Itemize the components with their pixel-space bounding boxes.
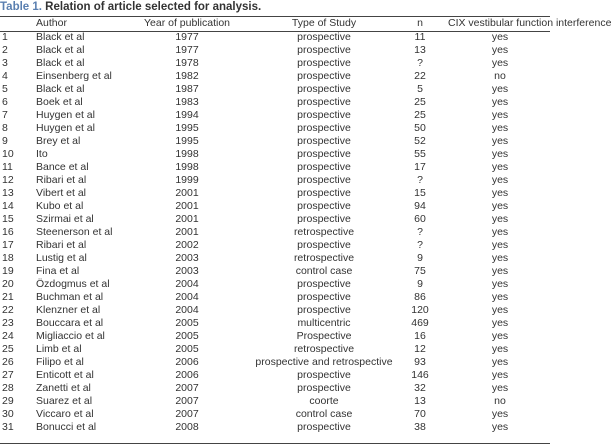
cell-year: 1998	[175, 161, 199, 173]
cell-author: Kubo et al	[36, 200, 84, 212]
cell-author: Black et al	[36, 44, 85, 56]
cell-year: 2002	[175, 239, 199, 251]
table-row	[0, 187, 558, 200]
table-row	[0, 57, 558, 70]
table-number: Table 1.	[0, 1, 42, 13]
cell-index: 11	[2, 161, 13, 173]
cell-study-type: prospective	[297, 83, 351, 95]
table-header	[0, 16, 611, 31]
cell-index: 14	[2, 200, 14, 212]
cell-author: Steenerson et al	[36, 226, 113, 238]
table-row	[0, 252, 558, 265]
cell-n: 60	[414, 213, 426, 225]
cell-year: 1995	[175, 122, 199, 134]
cell-author: Enticott et al	[36, 369, 94, 381]
table-row	[0, 226, 558, 239]
header-author: Author	[36, 17, 67, 29]
cell-study-type: prospective	[297, 382, 351, 394]
cell-author: Bance et al	[36, 161, 89, 173]
cell-cix-interference: yes	[491, 304, 509, 316]
cell-year: 2005	[175, 343, 199, 355]
cell-year: 2005	[175, 317, 199, 329]
cell-n: 12	[414, 343, 426, 355]
cell-study-type: prospective	[297, 96, 351, 108]
cell-cix-interference: yes	[491, 57, 509, 69]
cell-n: 94	[414, 200, 426, 212]
cell-n: 32	[414, 382, 426, 394]
cell-author: Migliaccio et al	[36, 330, 105, 342]
table-row	[0, 382, 558, 395]
cell-study-type: control case	[295, 265, 353, 277]
cell-year: 2004	[175, 291, 199, 303]
cell-study-type: prospective	[297, 109, 351, 121]
cell-year: 1999	[175, 174, 199, 186]
cell-index: 10	[2, 148, 14, 160]
cell-year: 1978	[175, 57, 199, 69]
cell-cix-interference: yes	[491, 408, 509, 420]
cell-author: Bonucci et al	[36, 421, 97, 433]
cell-cix-interference: yes	[491, 31, 509, 43]
cell-author: Viccaro et al	[36, 408, 94, 420]
cell-index: 18	[2, 252, 14, 264]
cell-study-type: prospective	[297, 57, 351, 69]
cell-n: 13	[414, 44, 426, 56]
cell-study-type: Prospective	[296, 330, 352, 342]
table-body	[0, 31, 558, 434]
cell-n: 9	[417, 252, 423, 264]
cell-author: Szirmai et al	[36, 213, 94, 225]
cell-n: 15	[414, 187, 426, 199]
cell-n: 11	[414, 31, 426, 43]
cell-author: Zanetti et al	[36, 382, 91, 394]
cell-index: 23	[2, 317, 14, 329]
table-row	[0, 291, 558, 304]
cell-study-type: multicentric	[297, 317, 351, 329]
cell-year: 2001	[175, 200, 199, 212]
cell-author: Bouccara et al	[36, 317, 104, 329]
cell-study-type: prospective	[297, 161, 351, 173]
table-row	[0, 148, 558, 161]
cell-index: 25	[2, 343, 14, 355]
cell-author: Boek et al	[36, 96, 83, 108]
table-row	[0, 135, 558, 148]
cell-index: 20	[2, 278, 14, 290]
cell-author: Limb et al	[36, 343, 82, 355]
table-row	[0, 161, 558, 174]
cell-cix-interference: yes	[491, 174, 509, 186]
cell-study-type: prospective	[297, 304, 351, 316]
cell-study-type: prospective	[297, 122, 351, 134]
cell-cix-interference: yes	[491, 291, 509, 303]
header-study-type: Type of Study	[291, 17, 357, 29]
cell-author: Buchman et al	[36, 291, 104, 303]
cell-study-type: prospective	[297, 291, 351, 303]
cell-author: Suarez et al	[36, 395, 93, 407]
cell-author: Vibert et al	[36, 187, 87, 199]
cell-n: 22	[414, 70, 426, 82]
cell-n: 120	[411, 304, 429, 316]
cell-cix-interference: yes	[491, 421, 509, 433]
cell-index: 16	[2, 226, 14, 238]
cell-n: 9	[417, 278, 423, 290]
cell-year: 1998	[175, 148, 199, 160]
cell-index: 19	[2, 265, 14, 277]
cell-n: 16	[414, 330, 426, 342]
table-row	[0, 395, 558, 408]
cell-study-type: prospective	[297, 44, 351, 56]
cell-author: Ribari et al	[36, 239, 87, 251]
cell-cix-interference: yes	[491, 239, 509, 251]
cell-n: 25	[414, 96, 426, 108]
cell-index: 3	[2, 57, 8, 69]
table-row	[0, 109, 558, 122]
cell-n: 469	[411, 317, 429, 329]
cell-year: 2004	[175, 278, 199, 290]
cell-year: 2005	[175, 330, 199, 342]
cell-n: 93	[414, 356, 426, 368]
cell-index: 31	[2, 421, 14, 433]
cell-year: 1994	[175, 109, 199, 121]
cell-cix-interference: yes	[491, 135, 509, 147]
cell-cix-interference: no	[494, 70, 506, 82]
bottom-rule	[0, 443, 550, 444]
cell-n: 52	[414, 135, 426, 147]
cell-year: 2007	[175, 408, 199, 420]
cell-year: 2006	[175, 356, 199, 368]
cell-author: Huygen et al	[36, 122, 95, 134]
cell-year: 2001	[175, 226, 199, 238]
table-row	[0, 44, 558, 57]
table-row	[0, 174, 558, 187]
header-index	[0, 16, 36, 31]
cell-index: 7	[2, 109, 8, 121]
cell-cix-interference: yes	[491, 278, 509, 290]
cell-year: 2006	[175, 369, 199, 381]
cell-author: Lustig et al	[36, 252, 87, 264]
cell-author: Filipo et al	[36, 356, 84, 368]
cell-n: ?	[417, 57, 423, 69]
cell-year: 1982	[175, 70, 199, 82]
cell-index: 15	[2, 213, 14, 225]
cell-n: 25	[414, 109, 426, 121]
table-row	[0, 70, 558, 83]
cell-index: 1	[2, 31, 8, 43]
table-row	[0, 31, 558, 44]
cell-cix-interference: yes	[491, 317, 509, 329]
cell-year: 2007	[175, 395, 199, 407]
cell-author: Black et al	[36, 57, 85, 69]
header-row	[0, 16, 558, 31]
cell-study-type: prospective	[297, 187, 351, 199]
cell-index: 6	[2, 96, 8, 108]
cell-study-type: prospective	[297, 31, 351, 43]
cell-study-type: retrospective	[293, 252, 355, 264]
cell-cix-interference: yes	[491, 382, 509, 394]
cell-n: 5	[417, 83, 423, 95]
cell-study-type: prospective	[297, 148, 351, 160]
cell-study-type: coorte	[309, 395, 339, 407]
cell-index: 9	[2, 135, 8, 147]
table-row	[0, 200, 558, 213]
cell-n: ?	[417, 174, 423, 186]
cell-cix-interference: yes	[491, 161, 509, 173]
cell-author: Ribari et al	[36, 174, 87, 186]
cell-study-type: prospective	[297, 278, 351, 290]
cell-year: 2004	[175, 304, 199, 316]
cell-year: 2001	[175, 187, 199, 199]
cell-cix-interference: yes	[491, 109, 509, 121]
cell-year: 1977	[175, 44, 199, 56]
cell-cix-interference: yes	[491, 187, 509, 199]
cell-year: 2008	[175, 421, 199, 433]
header-n: n	[417, 17, 423, 29]
cell-index: 5	[2, 83, 8, 95]
cell-cix-interference: yes	[491, 252, 509, 264]
cell-cix-interference: yes	[491, 356, 509, 368]
cell-cix-interference: yes	[491, 122, 509, 134]
table-row	[0, 421, 558, 434]
cell-cix-interference: yes	[491, 369, 509, 381]
cell-year: 2007	[175, 382, 199, 394]
cell-author: Fina et al	[36, 265, 80, 277]
cell-index: 29	[2, 395, 14, 407]
cell-year: 2001	[175, 213, 199, 225]
cell-cix-interference: yes	[491, 200, 509, 212]
cell-study-type: prospective and retrospective	[255, 356, 393, 368]
cell-author: Black et al	[36, 31, 85, 43]
cell-study-type: prospective	[297, 70, 351, 82]
table-row	[0, 330, 558, 343]
cell-n: 13	[414, 395, 426, 407]
cell-index: 13	[2, 187, 14, 199]
cell-study-type: retrospective	[293, 226, 355, 238]
cell-year: 2003	[175, 265, 199, 277]
table-row	[0, 265, 558, 278]
cell-n: ?	[417, 226, 423, 238]
cell-index: 8	[2, 122, 8, 134]
cell-author: Huygen et al	[36, 109, 95, 121]
cell-cix-interference: yes	[491, 265, 509, 277]
cell-study-type: prospective	[297, 369, 351, 381]
table-row	[0, 317, 558, 330]
cell-n: ?	[417, 239, 423, 251]
table-title: Relation of article selected for analysis.	[45, 1, 262, 13]
cell-cix-interference: yes	[491, 330, 509, 342]
cell-cix-interference: no	[494, 395, 506, 407]
cell-index: 22	[2, 304, 14, 316]
cell-cix-interference: yes	[491, 343, 509, 355]
cell-year: 1983	[175, 96, 199, 108]
table-row	[0, 239, 558, 252]
cell-n: 75	[414, 265, 426, 277]
cell-index: 4	[2, 70, 8, 82]
table-caption	[0, 1, 261, 13]
cell-index: 27	[2, 369, 14, 381]
header-cix-interference: CIX vestibular function interference	[448, 17, 611, 29]
cell-cix-interference: yes	[491, 44, 509, 56]
cell-year: 1987	[175, 83, 199, 95]
cell-study-type: retrospective	[293, 343, 355, 355]
cell-study-type: prospective	[297, 174, 351, 186]
cell-study-type: prospective	[297, 421, 351, 433]
cell-study-type: control case	[295, 408, 353, 420]
cell-index: 24	[2, 330, 14, 342]
table-row	[0, 278, 558, 291]
cell-n: 146	[411, 369, 429, 381]
cell-year: 1995	[175, 135, 199, 147]
cell-study-type: prospective	[297, 213, 351, 225]
table-row	[0, 83, 558, 96]
table-row	[0, 122, 558, 135]
table-row	[0, 213, 558, 226]
cell-cix-interference: yes	[491, 83, 509, 95]
cell-author: Einsenberg et al	[36, 70, 112, 82]
cell-year: 2003	[175, 252, 199, 264]
cell-author: Black et al	[36, 83, 85, 95]
cell-study-type: prospective	[297, 135, 351, 147]
table-row	[0, 304, 558, 317]
cell-cix-interference: yes	[491, 148, 509, 160]
table-row	[0, 343, 558, 356]
cell-author: Brey et al	[36, 135, 81, 147]
cell-n: 38	[414, 421, 426, 433]
table-row	[0, 408, 558, 421]
cell-index: 17	[2, 239, 14, 251]
table-row	[0, 369, 558, 382]
cell-index: 12	[2, 174, 14, 186]
cell-author: Özdogmus et al	[36, 278, 110, 290]
cell-author: Ito	[36, 148, 48, 160]
cell-study-type: prospective	[297, 200, 351, 212]
cell-index: 28	[2, 382, 14, 394]
cell-author: Klenzner et al	[36, 304, 101, 316]
cell-n: 86	[414, 291, 426, 303]
cell-index: 26	[2, 356, 14, 368]
cell-cix-interference: yes	[491, 213, 509, 225]
cell-cix-interference: yes	[491, 96, 509, 108]
cell-index: 30	[2, 408, 14, 420]
cell-year: 1977	[175, 31, 199, 43]
header-year: Year of publication	[143, 17, 230, 29]
cell-n: 55	[414, 148, 426, 160]
table-row	[0, 356, 558, 369]
articles-table	[0, 16, 611, 434]
cell-n: 17	[414, 161, 426, 173]
cell-index: 2	[2, 44, 8, 56]
cell-n: 70	[414, 408, 426, 420]
table-row	[0, 96, 558, 109]
cell-index: 21	[2, 291, 14, 303]
cell-study-type: prospective	[297, 239, 351, 251]
cell-cix-interference: yes	[491, 226, 509, 238]
cell-n: 50	[414, 122, 426, 134]
